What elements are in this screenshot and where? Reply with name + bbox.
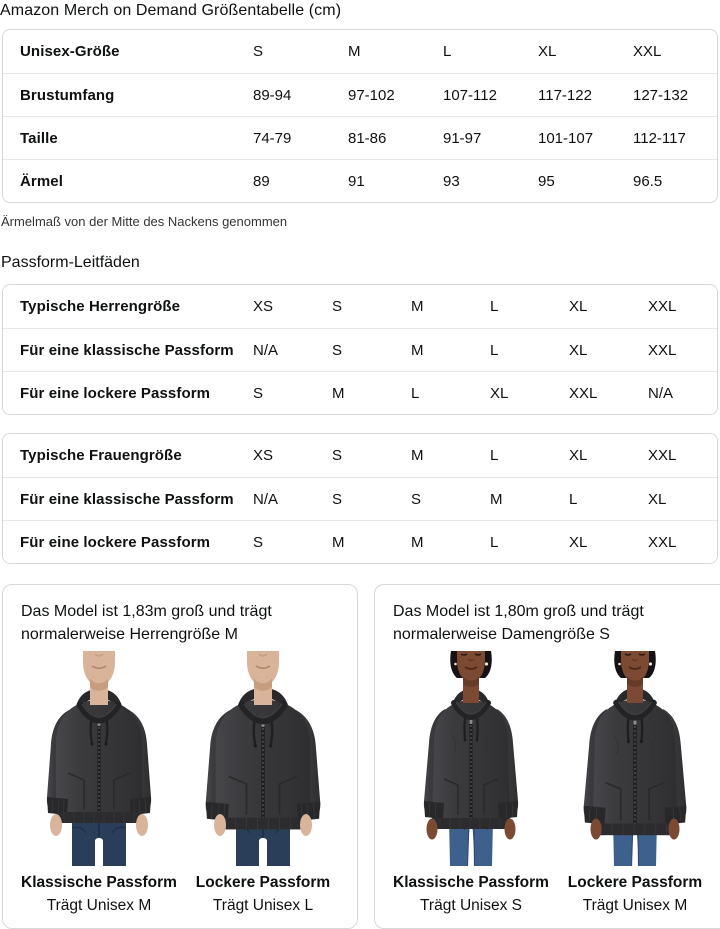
table-row-typical-mens: [3, 285, 717, 328]
size-cell: XXL: [569, 384, 598, 402]
size-cell: L: [490, 447, 499, 464]
size-cell: 91: [348, 172, 365, 190]
size-cell: 89: [253, 172, 270, 190]
row-label: Unisex-Größe: [20, 43, 120, 60]
table-row-classic-fit: [3, 328, 717, 371]
model-description: Das Model ist 1,83m groß und trägt normalerweise Herrengröße M: [21, 603, 272, 643]
table-row-loose-fit: [3, 371, 717, 414]
figure-row: [393, 651, 713, 916]
model-description: Das Model ist 1,80m groß und trägt normalerweise Damengröße S: [393, 603, 644, 643]
model-cards: [2, 584, 718, 929]
size-cell: 74-79: [253, 129, 292, 147]
size-cell: XL: [569, 533, 588, 551]
size-column-header: XXL: [633, 43, 662, 60]
page-title: Amazon Merch on Demand Größentabelle (cm): [0, 2, 342, 19]
model-photo-female-classic: [396, 651, 546, 866]
table-header-row: [3, 30, 717, 73]
figure-loose-fit: [185, 651, 341, 916]
figure-row: [21, 651, 341, 916]
size-cell: M: [490, 490, 503, 508]
size-cell: XL: [569, 341, 588, 359]
size-cell: XL: [569, 298, 588, 315]
size-cell: L: [569, 490, 578, 508]
size-cell: 96.5: [633, 172, 663, 190]
size-cell: XXL: [648, 298, 677, 315]
size-cell: 93: [443, 172, 460, 190]
size-cell: L: [490, 533, 499, 551]
womens-fit-table: [2, 433, 718, 564]
size-cell: XXL: [648, 341, 677, 359]
size-cell: XL: [490, 384, 509, 402]
figure-classic-fit: [393, 651, 549, 916]
row-label: Typische Frauengröße: [20, 447, 182, 464]
size-cell: S: [332, 298, 343, 315]
size-cell: 117-122: [538, 86, 592, 104]
unisex-size-table: [2, 29, 718, 203]
size-cell: 107-112: [443, 86, 497, 104]
size-cell: 89-94: [253, 86, 292, 104]
size-caption: Trägt Unisex M: [582, 897, 688, 914]
size-cell: XS: [253, 447, 274, 464]
row-label: Für eine klassische Passform: [20, 490, 234, 508]
row-label: Brustumfang: [20, 86, 115, 104]
row-label: Für eine lockere Passform: [20, 384, 211, 402]
size-cell: M: [332, 384, 345, 402]
table-row-classic-fit: [3, 477, 717, 520]
fit-caption: Klassische Passform: [21, 874, 177, 891]
row-label: Für eine klassische Passform: [20, 341, 234, 359]
size-column-header: M: [348, 43, 361, 60]
size-caption: Trägt Unisex M: [46, 897, 152, 914]
size-cell: XL: [569, 447, 588, 464]
size-cell: M: [411, 447, 424, 464]
size-cell: M: [411, 341, 424, 359]
table-row-loose-fit: [3, 520, 717, 563]
size-cell: XXL: [648, 447, 677, 464]
size-column-header: S: [253, 43, 264, 60]
size-cell: XS: [253, 298, 274, 315]
row-label: Taille: [20, 129, 58, 147]
fit-caption: Klassische Passform: [393, 874, 549, 891]
row-label: Für eine lockere Passform: [20, 533, 211, 551]
size-cell: L: [490, 298, 499, 315]
size-cell: S: [332, 447, 343, 464]
sleeve-measure-note: Ärmelmaß von der Mitte des Nackens genommen: [1, 214, 288, 229]
figure-classic-fit: [21, 651, 177, 916]
model-photo-female-loose: [560, 651, 710, 866]
model-card-men: [2, 584, 358, 929]
size-cell: XL: [648, 490, 667, 508]
fit-caption: Lockere Passform: [195, 874, 331, 891]
size-cell: M: [411, 298, 424, 315]
size-cell: N/A: [253, 490, 279, 508]
size-caption: Trägt Unisex L: [212, 897, 314, 914]
size-cell: L: [490, 341, 499, 359]
size-cell: 127-132: [633, 86, 689, 104]
size-cell: S: [411, 490, 422, 508]
size-cell: S: [332, 490, 343, 508]
model-photo-male-loose: [188, 651, 338, 866]
size-cell: 112-117: [633, 129, 686, 147]
size-cell: 97-102: [348, 86, 395, 104]
size-cell: 81-86: [348, 129, 387, 147]
size-cell: S: [253, 384, 264, 402]
size-cell: M: [411, 533, 424, 551]
size-column-header: XL: [538, 43, 557, 60]
mens-fit-table: [2, 284, 718, 415]
size-cell: XXL: [648, 533, 677, 551]
row-label: Ärmel: [20, 172, 64, 190]
model-card-women: [374, 584, 720, 929]
row-label: Typische Herrengröße: [20, 298, 181, 315]
table-row-sleeve: [3, 159, 717, 202]
size-cell: N/A: [648, 384, 674, 402]
fit-guides-title: Passform-Leitfäden: [1, 254, 140, 271]
size-cell: N/A: [253, 341, 279, 359]
table-row-waist: [3, 116, 717, 159]
figure-loose-fit: [557, 651, 713, 916]
table-row-chest: [3, 73, 717, 116]
size-caption: Trägt Unisex S: [420, 897, 522, 914]
size-cell: L: [411, 384, 420, 402]
size-column-header: L: [443, 43, 452, 60]
size-cell: 95: [538, 172, 555, 190]
table-row-typical-womens: [3, 434, 717, 477]
size-cell: S: [253, 533, 264, 551]
size-cell: 91-97: [443, 129, 482, 147]
model-photo-male-classic: [24, 651, 174, 866]
fit-caption: Lockere Passform: [567, 874, 703, 891]
size-cell: M: [332, 533, 345, 551]
size-cell: S: [332, 341, 343, 359]
size-cell: 101-107: [538, 129, 594, 147]
